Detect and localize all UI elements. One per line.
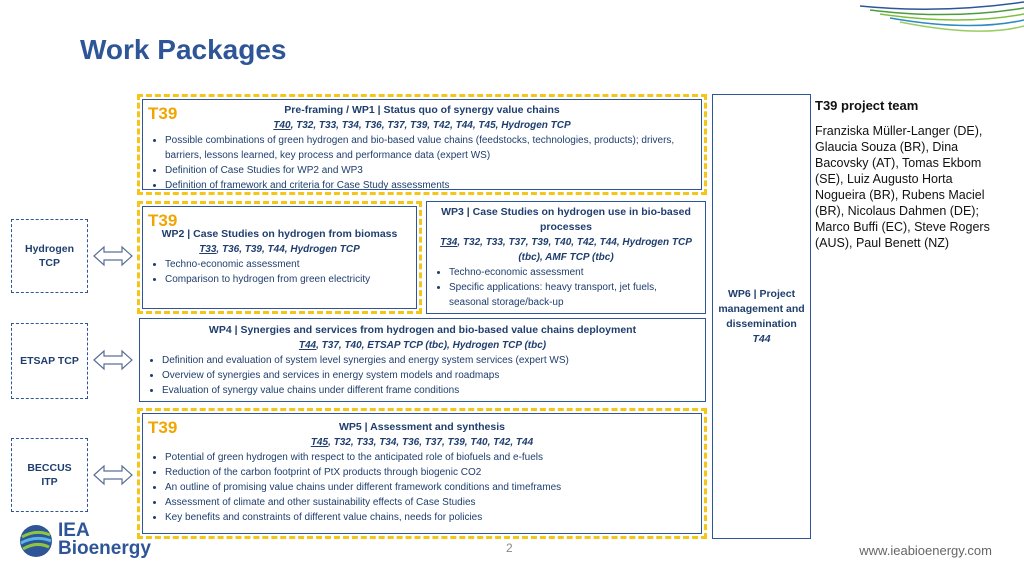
double-arrow-icon: [92, 348, 134, 372]
page-number: 2: [506, 541, 513, 555]
wp4-bullet: • Definition and evaluation of system level synergies and energy system services (expert WS): [162, 353, 699, 368]
team-members: Franziska Müller-Langer (DE), Glaucia Souza (BR), Dina Bacovsky (AT), Tomas Ekbom (SE), Luiz Augusto Horta Nogueira (BR), Rubens Maciel (BR), Nicolaus Dahmen (DE); Marco Buffi (EC), Steve Rogers (AUS), Paul Benett (NZ): [815, 124, 990, 250]
wp5-box: [137, 408, 707, 539]
wp5-tasks: T45, T32, T33, T34, T36, T37, T39, T40, T42, T44: [310, 437, 534, 448]
wp1-bullet: • Definition of framework and criteria for Case Study assessments: [165, 178, 695, 193]
wp5-bullet: • Reduction of the carbon footprint of PtX products through biogenic CO2: [165, 465, 695, 480]
wp2-bullet: • Comparison to hydrogen from green electricity: [165, 272, 410, 287]
external-beccus-itp: BECCUS ITP: [11, 438, 88, 512]
wp4-heading: WP4 | Synergies and services from hydrogen and bio-based value chains deployment: [208, 324, 637, 336]
wp3-bullet: • Specific applications: heavy transport, jet fuels, seasonal storage/back-up: [449, 280, 699, 310]
wp6-heading: WP6 | Project management and dissemination: [718, 287, 805, 330]
wp2-heading: WP2 | Case Studies on hydrogen from biomass: [161, 228, 398, 240]
globe-icon: [18, 523, 54, 559]
team-heading: T39 project team: [815, 98, 919, 113]
wp3-bullet: • Techno-economic assessment: [449, 265, 699, 280]
wp2-tasks: T33, T36, T39, T44, Hydrogen TCP: [199, 244, 360, 255]
wp4-bullet: • Overview of synergies and services in energy system models and roadmaps: [162, 368, 699, 383]
wp3-heading: WP3 | Case Studies on hydrogen use in bio-based processes: [441, 206, 691, 233]
wp2-box: [137, 201, 422, 314]
logo-text-bioenergy: Bioenergy: [58, 538, 151, 559]
wp4-tasks: T44, T37, T40, ETSAP TCP (tbc), Hydrogen TCP (tbc): [298, 340, 547, 351]
t39-label: T39: [148, 211, 178, 230]
double-arrow-icon: [92, 463, 134, 487]
double-arrow-icon: [92, 244, 134, 268]
footer-url[interactable]: www.ieabioenergy.com: [859, 543, 992, 558]
project-team: [815, 98, 995, 251]
wp1-bullet: • Definition of Case Studies for WP2 and WP3: [165, 163, 695, 178]
wp5-bullet: • Key benefits and constraints of different value chains, needs for policies: [165, 510, 695, 525]
wp6-box: [712, 94, 811, 539]
wp5-bullet: • Assessment of climate and other sustainability effects of Case Studies: [165, 495, 695, 510]
wp1-tasks: T40, T32, T33, T34, T36, T37, T39, T42, T44, T45, Hydrogen TCP: [273, 120, 571, 131]
wp6-tasks: T44: [752, 332, 771, 345]
wp4-box: [139, 318, 706, 402]
t39-label: T39: [148, 104, 178, 123]
iea-bioenergy-logo: [18, 521, 168, 565]
wp5-bullet: • An outline of promising value chains under different framework conditions and timeframes: [165, 480, 695, 495]
logo-text-iea: IEA: [58, 520, 90, 541]
external-hydrogen-tcp: Hydrogen TCP: [11, 219, 88, 293]
wp1-box: [137, 94, 707, 195]
t39-label: T39: [148, 418, 178, 437]
wp5-heading: WP5 | Assessment and synthesis: [339, 421, 505, 433]
wp3-tasks: T34, T32, T33, T37, T39, T40, T42, T44, Hydrogen TCP (tbc), AMF TCP (tbc): [440, 237, 692, 263]
wp3-box: [426, 201, 706, 314]
wp4-bullet: • Evaluation of synergy value chains under different frame conditions: [162, 383, 699, 398]
wp1-heading: Pre-framing / WP1 | Status quo of synergy value chains: [284, 104, 560, 116]
wp2-bullet: • Techno-economic assessment: [165, 257, 410, 272]
wp1-bullet: • Possible combinations of green hydrogen and bio-based value chains (feedstocks, technologies, products); drivers, barriers, lessons learned, key process and performance data (expert WS): [165, 133, 695, 163]
corner-decoration: [860, 0, 1024, 40]
wp5-bullet: • Potential of green hydrogen with respect to the anticipated role of biofuels and e-fuels: [165, 450, 695, 465]
external-etsap-tcp: ETSAP TCP: [11, 323, 88, 399]
page-title: Work Packages: [80, 34, 287, 65]
